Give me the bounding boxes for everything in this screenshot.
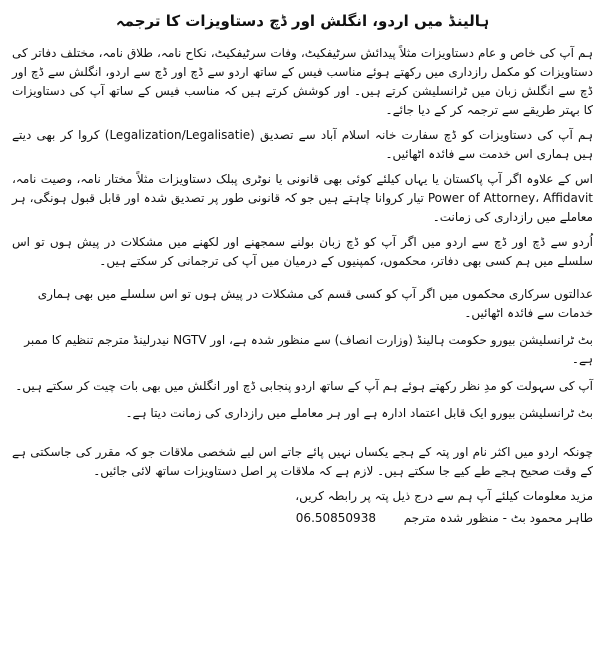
- line-contact: مزید معلومات کیلئے آپ ہم سے درج ذیل پتہ پر رابطہ کریں،: [295, 489, 593, 503]
- page-title: ہالینڈ میں اردو، انگلش اور ڈچ دستاویزات کا ترجمہ: [115, 12, 490, 30]
- line-trust: بٹ ٹرانسلیشن بیورو ایک قابل اعتماد ادارہ ہے اور ہر معاملے میں رازداری کی زمانت دیتا ہے۔: [125, 406, 593, 420]
- signature-block: [12, 508, 593, 528]
- line-languages: آپ کی سہولت کو مدِ نظر رکھتے ہوئے ہم آپ کے ساتھ اردو پنجابی ڈچ اور انگلش میں بھی بات چیت کر سکتے ہیں۔: [15, 379, 593, 393]
- phone-number: 06.50850938: [295, 511, 376, 525]
- paragraph-spelling: چونکہ اردو میں اکثر نام اور پتہ کے ہجے یکساں نہیں پائے جاتے اس لیے شخصی ملاقات جو کہ مقرر کی جاسکتی ہے کے وقت صحیح ہجے طے کیے جا سکتے ہیں۔ لازم ہے کہ ملاقات پر اصل دستاویزات ساتھ لائی جائیں۔: [12, 445, 593, 478]
- signature-name: طاہر محمود بٹ - منظور شدہ مترجم: [403, 511, 593, 525]
- line-courts: عدالتوں سرکاری محکموں میں اگر آپ کو کسی قسم کی مشکلات در پیش ہوں تو اس سلسلے میں بھی ہماری خدمات سے فائدہ اٹھائیں۔: [37, 287, 593, 320]
- paragraph-interpretation: اُردو سے ڈچ اور ڈچ سے اردو میں اگر آپ کو ڈچ زبان بولنے سمجھنے اور لکھنے میں مشکلات در پیش ہوں تو اس سلسلے میں ہم کسی بھی دفاتر، محکموں، کمپنیوں کے درمیان میں آپ کی ترجمانی کر سکتے ہیں۔: [12, 235, 593, 268]
- paragraph-legalization: ہم آپ کی دستاویزات کو ڈچ سفارت خانہ اسلام آباد سے تصدیق (Legalization/Legalisatie) کروا کر بھی دیتے ہیں ہماری اس خدمت سے فائدہ اٹھائیں۔: [12, 128, 593, 161]
- paragraph-services: ہم آپ کی خاص و عام دستاویزات مثلاً پیدائش سرٹیفکیٹ، وفات سرٹیفکیٹ، نکاح نامہ، طلاق نامہ، مختلف دفاتر کی دستاویزات کو مکمل رازداری میں رکھتے ہوئے مناسب فیس کے ساتھ اردو سے ڈچ اور ڈچ سے اردو، انگلش سے ڈچ اور ڈچ سے انگلش زبان میں ٹرانسلیشن کرتے ہیں۔ اور کوشش کرتے ہیں کہ مناسب فیس کے ساتھ آپ کی دستاویزات کا بہتر طریقے سے ترجمہ کر کے دیا جائے۔: [12, 46, 593, 117]
- paragraph-legal-documents: اس کے علاوہ اگر آپ پاکستان یا یہاں کیلئے کوئی بھی قانونی یا نوٹری پبلک دستاویزات مثلاً مختار نامہ، وصیت نامہ، Power of Attorney، Affidavit تیار کروانا چاہتے ہیں جو کہ قانونی طور پر تصدیق شدہ اور قابل قبول ہونگی، ہر معاملے میں رازداری کی زمانت۔: [12, 172, 594, 224]
- line-approval: بٹ ٹرانسلیشن بیورو حکومت ہالینڈ (وزارت انصاف) سے منظور شدہ ہے، اور NGTV نیدرلینڈ مترجم تنظیم کا ممبر ہے۔: [24, 333, 593, 366]
